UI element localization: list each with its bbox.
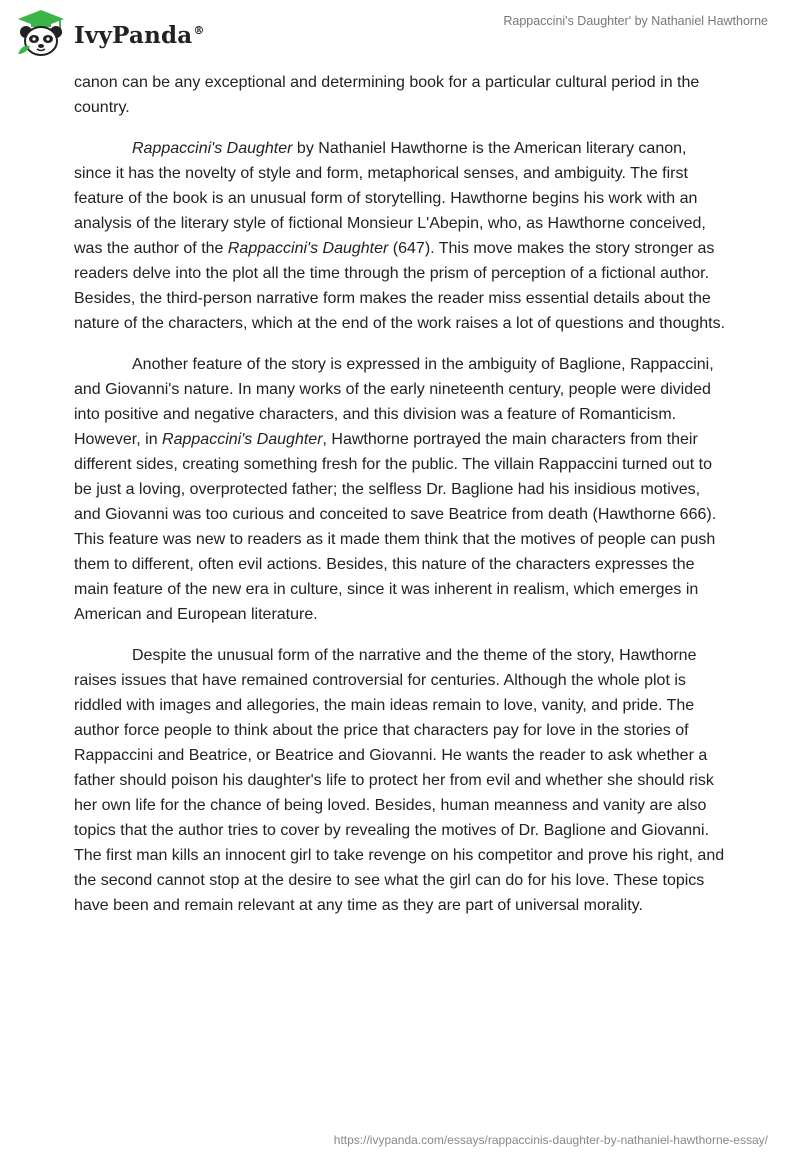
paragraph-2: Rappaccini's Daughter by Nathaniel Hawthorne is the American literary canon, since it has the novelty of style and form, metaphorical senses, and ambiguity. The first feature of the book is an unusual form of storytelling. Hawthorne begins his work with an analysis of the literary style of fictional Monsieur L'Abepin, who, as Hawthorne conceived, was the author of the Rappaccini's Daughter (647). This move makes the story stronger as readers delve into the plot all the time through the prism of perception of a fictional author. Besides, the third-person narrative form makes the reader miss essential details about the nature of the characters, which at the end of the work raises a lot of questions and thoughts.: [74, 140, 726, 332]
essay-body: [74, 70, 726, 934]
paragraph-3: Another feature of the story is expressed in the ambiguity of Baglione, Rappaccini, and Giovanni's nature. In many works of the early nineteenth century, people were divided into positive and negative characters, and this division was a feature of Romanticism. However, in Rappaccini's Daughter, Hawthorne portrayed the main characters from their different sides, creating something fresh for the public. The villain Rappaccini turned out to be just a loving, overprotected father; the selfless Dr. Baglione had his insidious motives, and Giovanni was too curious and conceited to save Beatrice from death (Hawthorne 666). This feature was new to readers as it made them think that the motives of people can push them to different, often evil actions. Besides, this nature of the characters expresses the main feature of the new era in culture, since it was inherent in realism, which emerges in American and European literature.: [74, 356, 717, 623]
book-title-italic: Rappaccini's Daughter: [162, 431, 323, 448]
panda-graduate-icon: [14, 8, 68, 58]
ivypanda-logo[interactable]: [14, 8, 205, 58]
source-url[interactable]: https://ivypanda.com/essays/rappaccinis-daughter-by-nathaniel-hawthorne-essay/: [333, 1133, 768, 1147]
paragraph-1: canon can be any exceptional and determining book for a particular cultural period in the country.: [74, 74, 700, 116]
book-title-italic: Rappaccini's Daughter: [132, 140, 293, 157]
page-header: [0, 0, 800, 66]
document-title: Rappaccini's Daughter' by Nathaniel Hawthorne: [503, 14, 768, 28]
logo-wordmark: IvyPanda®: [74, 21, 205, 49]
book-title-italic: Rappaccini's Daughter: [227, 240, 389, 257]
paragraph-4: Despite the unusual form of the narrative and the theme of the story, Hawthorne raises issues that have remained controversial for centuries. Although the whole plot is riddled with images and allegories, the main ideas remain to love, vanity, and pride. The author force people to think about the price that characters pay for love in the stories of Rappaccini and Beatrice, or Beatrice and Giovanni. He wants the reader to ask whether a father should poison his daughter's life to protect her from evil and whether she should risk her own life for the chance of being loved. Besides, human meanness and vanity are also topics that the author tries to cover by revealing the motives of Dr. Baglione and Giovanni. The first man kills an innocent girl to take revenge on his competitor and prove his right, and the second cannot stop at the desire to see what the girl can do for his love. These topics have been and remain relevant at any time as they are part of universal morality.: [74, 647, 725, 914]
